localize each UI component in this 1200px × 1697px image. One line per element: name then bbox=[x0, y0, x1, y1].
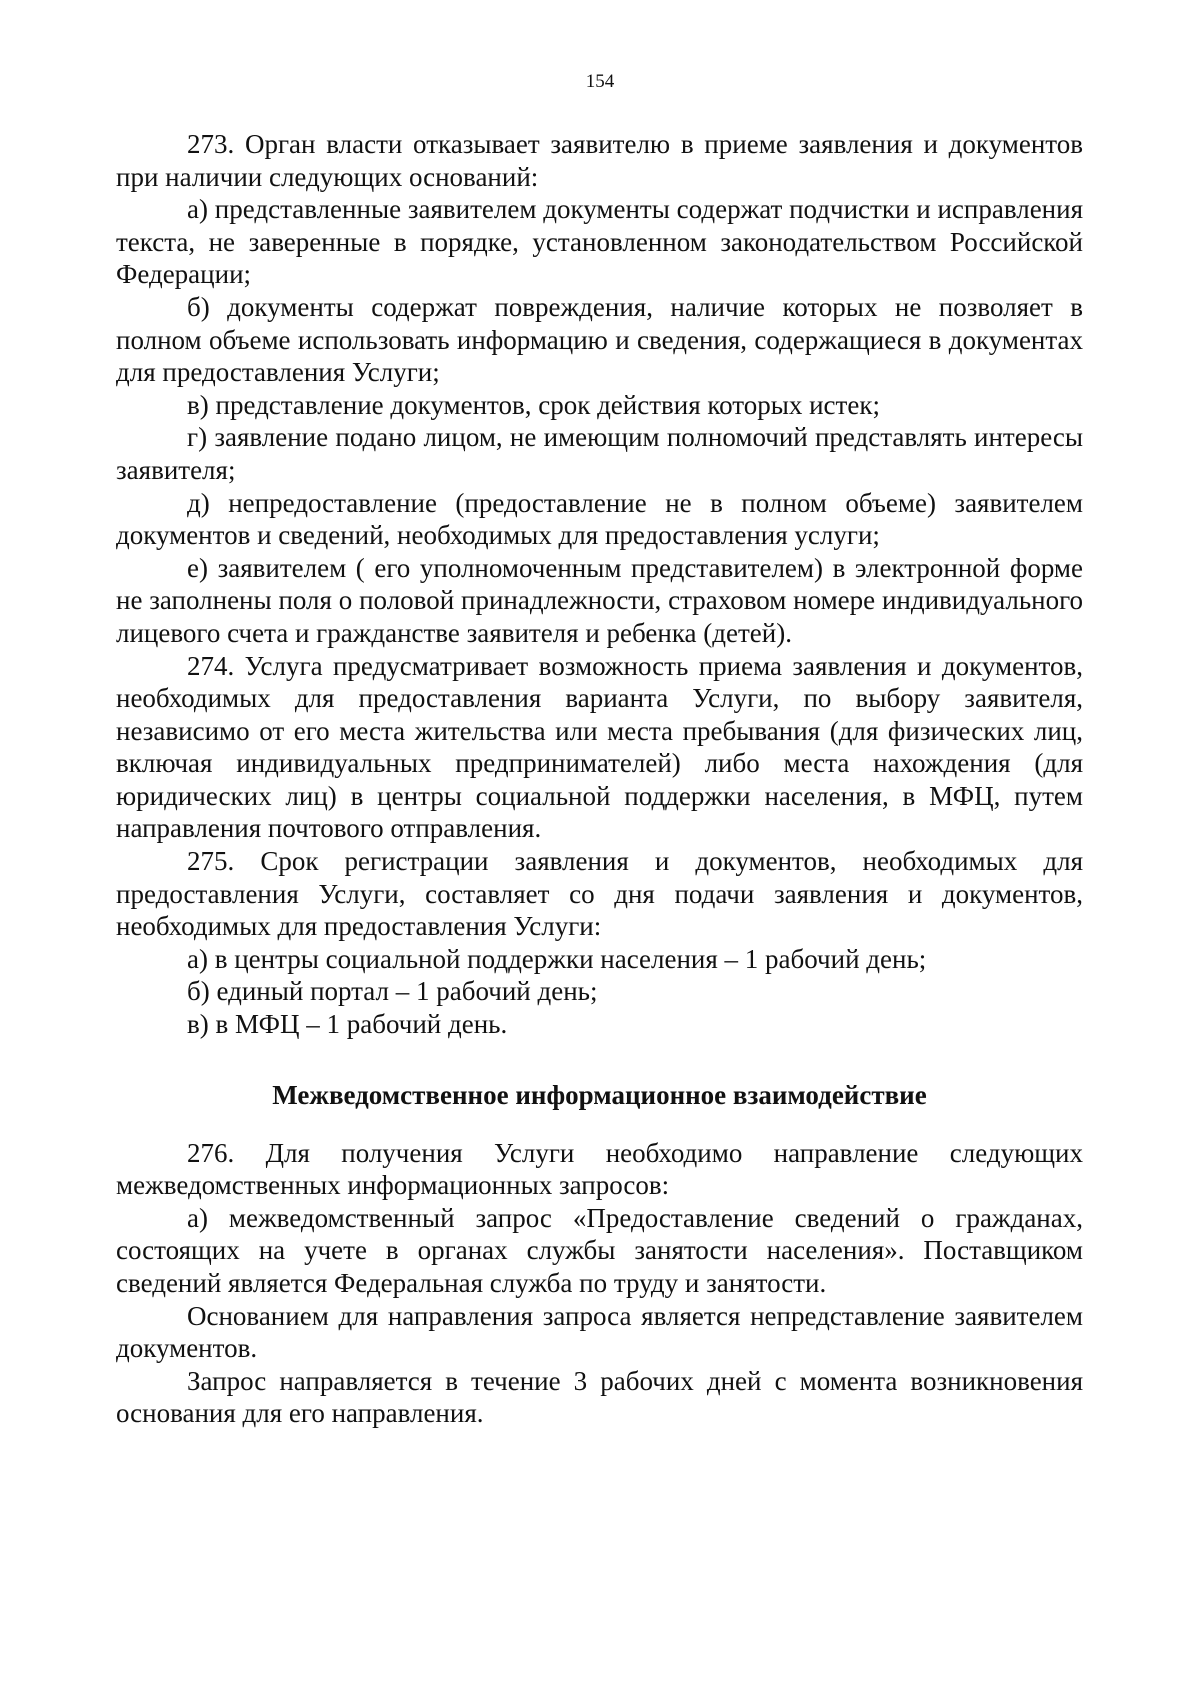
paragraph-request-deadline: Запрос направляется в течение 3 рабочих дней с момента возникновения основания для его направления. bbox=[116, 1365, 1083, 1429]
paragraph-273-a: а) представленные заявителем документы содержат подчистки и исправления текста, не заверенные в порядке, установленном законодательством Российской Федерации; bbox=[116, 194, 1083, 290]
paragraph-273-b: б) документы содержат повреждения, наличие которых не позволяет в полном объеме использовать информацию и сведения, содержащиеся в документах для предоставления Услуги; bbox=[116, 291, 1083, 388]
paragraph-273-v: в) представление документов, срок действия которых истек; bbox=[187, 389, 880, 420]
paragraph-275-a: а) в центры социальной поддержки населения – 1 рабочий день; bbox=[187, 943, 927, 974]
paragraph-276-a: а) межведомственный запрос «Предоставление сведений о гражданах, состоящих на учете в органах службы занятости населения». Поставщиком сведений является Федеральная служба по труду и занятости. bbox=[116, 1202, 1083, 1298]
page-number: 154 bbox=[585, 71, 615, 92]
paragraph-275: 275. Срок регистрации заявления и документов, необходимых для предоставления Услуги, составляет со дня подачи заявления и документов, необходимых для предоставления Услуги: bbox=[116, 846, 1083, 942]
paragraph-275-v: в) в МФЦ – 1 рабочий день. bbox=[187, 1009, 508, 1040]
paragraph-275-b: б) единый портал – 1 рабочий день; bbox=[187, 976, 598, 1007]
section-heading: Межведомственное информационное взаимодействие bbox=[272, 1079, 927, 1110]
paragraph-274: 274. Услуга предусматривает возможность приема заявления и документов, необходимых для предоставления варианта Услуги, по выбору заявителя, независимо от его места жительства или места пребывания (для физических лиц, включая индивидуальных предпринимателей) либо места нахождения (для юридических лиц) в центры социальной поддержки населения, в МФЦ, путем направления почтового отправления. bbox=[116, 650, 1083, 844]
paragraph-request-basis: Основанием для направления запроса является непредставление заявителем документов. bbox=[116, 1300, 1083, 1364]
paragraph-273-e: е) заявителем ( его уполномоченным представителем) в электронной форме не заполнены поля о половой принадлежности, страховом номере индивидуального лицевого счета и гражданстве заявителя и ребенка (детей). bbox=[116, 552, 1083, 648]
paragraph-276: 276. Для получения Услуги необходимо направление следующих межведомственных информационных запросов: bbox=[116, 1137, 1083, 1201]
paragraph-273-d: д) непредоставление (предоставление не в полном объеме) заявителем документов и сведений, необходимых для предоставления услуги; bbox=[116, 487, 1083, 551]
paragraph-273: 273. Орган власти отказывает заявителю в приеме заявления и документов при наличии следующих оснований: bbox=[116, 129, 1083, 192]
document-body bbox=[116, 128, 1083, 1430]
paragraph-273-g: г) заявление подано лицом, не имеющим полномочий представлять интересы заявителя; bbox=[116, 422, 1083, 485]
